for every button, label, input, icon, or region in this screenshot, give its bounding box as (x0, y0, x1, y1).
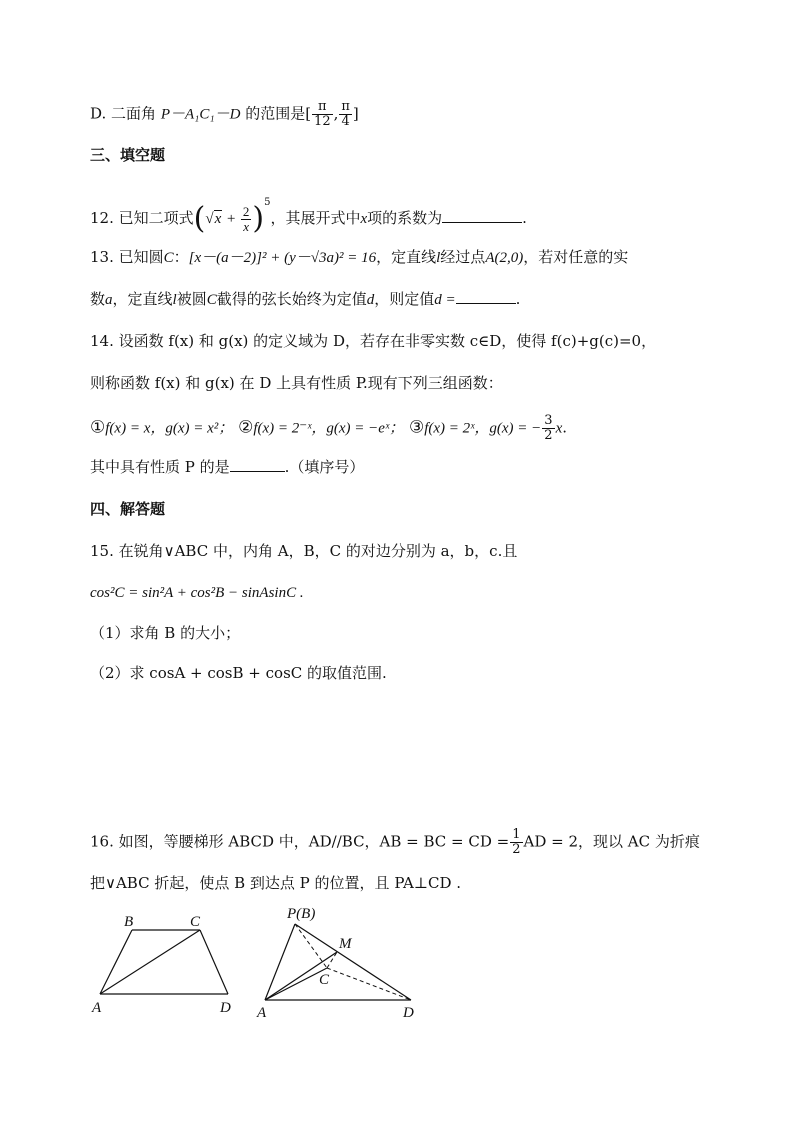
option-d-expr: P－A₁C₁－D (160, 106, 241, 123)
section-4-heading: 四、解答题 (90, 500, 166, 518)
label-c: C (319, 972, 330, 988)
question-15-part-2: （2）求 cosA + cosB + cosC 的取值范围. (90, 664, 387, 682)
question-15-equation: cos²C = sin²A + cos²B − sinAsinC . (90, 585, 304, 601)
question-15-line-1: 15. 在锐角∨ABC 中，内角 A，B，C 的对边分别为 a，b，c.且 (90, 542, 518, 560)
question-15-part-1: （1）求角 B 的大小； (90, 624, 241, 642)
label-a: A (92, 1000, 102, 1016)
question-16-line-2: 把∨ABC 折起，使点 B 到达点 P 的位置，且 PA⊥CD . (90, 874, 462, 892)
question-14-line-4: 其中具有性质 P 的是 .（填序号） (90, 458, 365, 476)
diagonal-ac (100, 930, 200, 994)
edge-pa (265, 924, 295, 1000)
q12-answer-blank[interactable] (442, 208, 522, 223)
label-p: P(B) (287, 906, 316, 922)
q14-answer-blank[interactable] (230, 457, 285, 472)
trapezoid-figure (90, 910, 240, 1020)
edge-cm-dashed (327, 952, 337, 968)
question-12: 12. 已知二项式(√x + $\frac{2}{x}$ )$^5$，其展开式中x项的系数为 . (90, 197, 527, 236)
edge-pd (295, 924, 411, 1000)
question-14-line-1: 14. 设函数 f(x) 和 g(x) 的定义域为 D，若存在非零实数 c∈D，使得 f(c)+g(c)=0， (90, 332, 657, 350)
label-c: C (190, 914, 201, 930)
label-a: A (257, 1005, 267, 1021)
section-3-heading: 三、填空题 (90, 146, 166, 164)
question-14-line-3: ①f(x) = x，g(x) = x²； ②f(x) = 2⁻ˣ，g(x) = −eˣ； ③f(x) = 2ˣ，g(x) = − $\frac{3}{2}$ x. (90, 413, 568, 443)
question-13-line-2: 数a，定直线l被圆C截得的弦长始终为定值d，则定值d = . (90, 290, 521, 308)
edge-ac (265, 968, 327, 1000)
label-d: D (220, 1000, 231, 1016)
question-13-line-1: 13. 已知圆C：[x－(a－2)]² + (y－√3a)² = 16，定直线l经过点A(2,0)，若对任意的实 (90, 248, 629, 266)
option-d: D. 二面角 P－A₁C₁－D 的范围是[ $\frac{\pi}{12}$ , $\frac{\pi}{4}$ ] (90, 99, 359, 129)
label-b: B (124, 914, 134, 930)
edge-cd (200, 930, 228, 994)
q13-answer-blank[interactable] (456, 289, 516, 304)
label-d: D (403, 1005, 414, 1021)
question-16-line-1: 16. 如图，等腰梯形 ABCD 中，AD//BC，AB = BC = CD = $\frac{1}{2}$ AD = 2，现以 AC 为折痕 (90, 827, 700, 857)
pyramid-figure (255, 900, 435, 1025)
question-14-line-2: 则称函数 f(x) 和 g(x) 在 D 上具有性质 P.现有下列三组函数： (90, 374, 503, 392)
label-m: M (339, 936, 352, 952)
